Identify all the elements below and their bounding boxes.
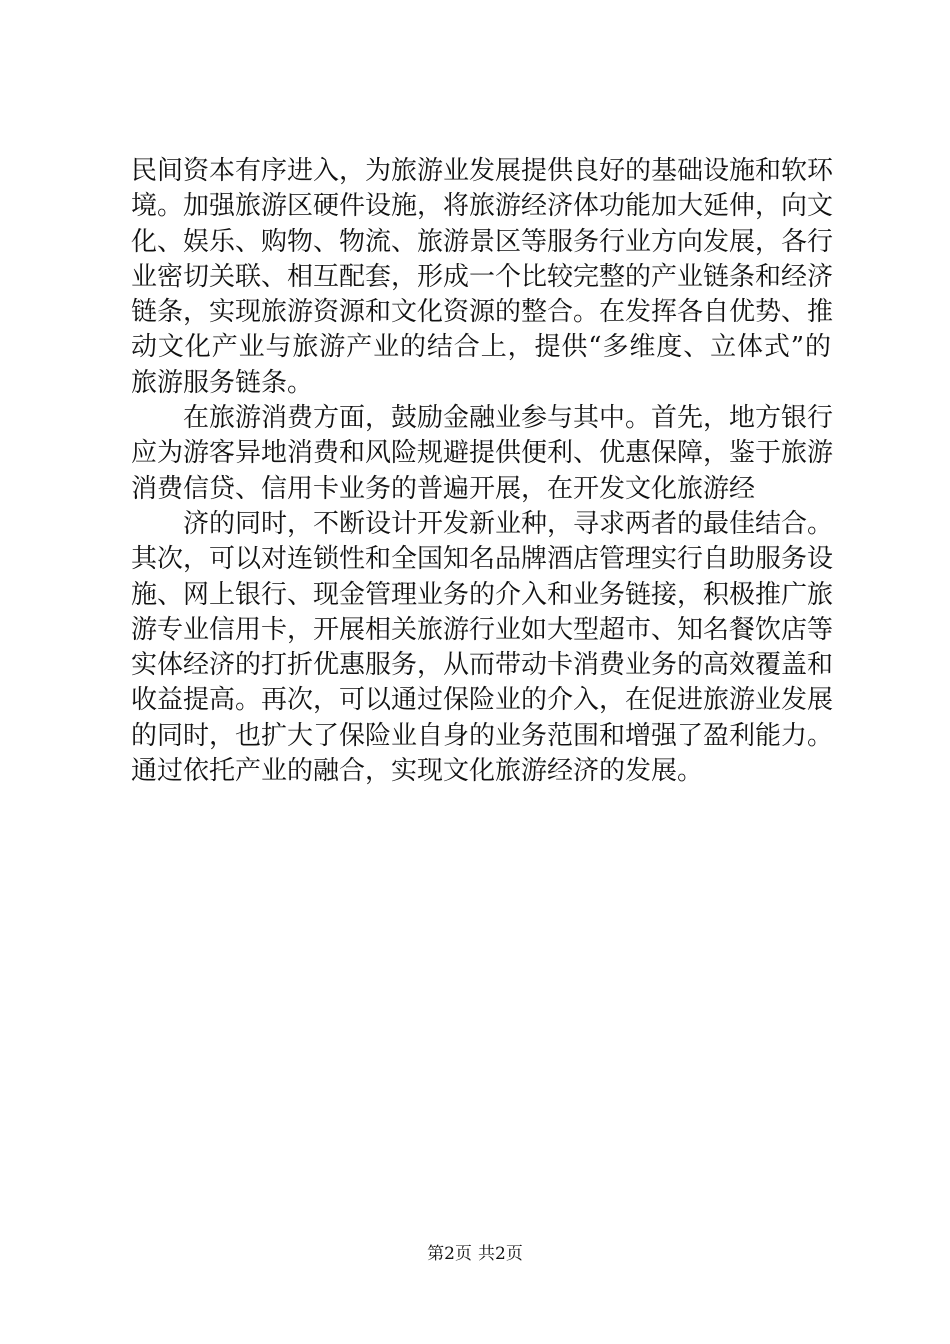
text-line: 消费信贷、信用卡业务的普遍开展，在开发文化旅游经 bbox=[131, 473, 756, 504]
text-line: 其次，可以对连锁性和全国知名品牌酒店管理实行自助服务设 bbox=[131, 544, 834, 575]
text-line: 链条，实现旅游资源和文化资源的整合。在发挥各自优势、推 bbox=[131, 297, 834, 328]
text-line: 旅游服务链条。 bbox=[131, 367, 314, 398]
text-line: 业密切关联、相互配套，形成一个比较完整的产业链条和经济 bbox=[131, 261, 834, 292]
page-total: 共2页 bbox=[478, 1244, 523, 1264]
page-footer bbox=[0, 1243, 950, 1265]
text-line: 施、网上银行、现金管理业务的介入和业务链接，积极推广旅 bbox=[131, 579, 834, 610]
text-line: 的同时，也扩大了保险业自身的业务范围和增强了盈利能力。 bbox=[131, 720, 834, 751]
text-line: 化、娱乐、购物、物流、旅游景区等服务行业方向发展，各行 bbox=[131, 226, 834, 257]
page-number: 第2页 bbox=[427, 1244, 472, 1264]
text-line: 实体经济的打折优惠服务，从而带动卡消费业务的高效覆盖和 bbox=[131, 650, 834, 681]
text-line: 游专业信用卡，开展相关旅游行业如大型超市、知名餐饮店等 bbox=[131, 614, 834, 645]
text-line: 通过依托产业的融合，实现文化旅游经济的发展。 bbox=[131, 756, 704, 787]
text-line: 动文化产业与旅游产业的结合上，提供“多维度、立体式”的 bbox=[131, 332, 831, 363]
document-body bbox=[131, 154, 834, 789]
text-line: 收益提高。再次，可以通过保险业的介入，在促进旅游业发展 bbox=[131, 685, 834, 716]
text-line: 境。加强旅游区硬件设施，将旅游经济体功能加大延伸，向文 bbox=[131, 191, 834, 222]
text-line: 济的同时，不断设计开发新业种，寻求两者的最佳结合。 bbox=[183, 508, 834, 539]
text-line: 应为游客异地消费和风险规避提供便利、优惠保障，鉴于旅游 bbox=[131, 438, 834, 469]
text-line: 民间资本有序进入，为旅游业发展提供良好的基础设施和软环 bbox=[131, 156, 834, 186]
text-line: 在旅游消费方面，鼓励金融业参与其中。首先，地方银行 bbox=[183, 403, 834, 434]
